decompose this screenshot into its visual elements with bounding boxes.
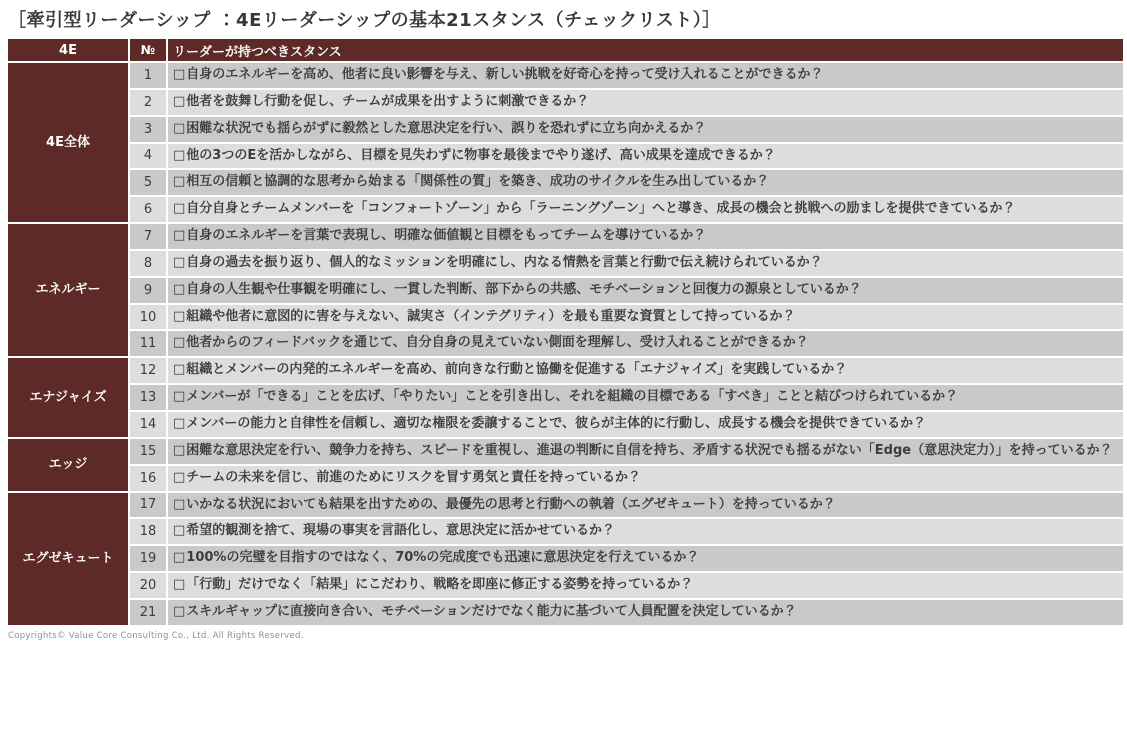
row-number: 12 [130,358,166,383]
checkbox-icon: □ [173,577,186,593]
row-number: 17 [130,493,166,518]
stance-cell [168,170,1123,195]
table-row [8,439,1123,464]
row-number: 21 [130,600,166,625]
table-row [8,519,1123,544]
stance-text: 他の3つのEを活かしながら、目標を見失わずに物事を最後までやり遂げ、高い成果を達成できるか？ [186,147,776,163]
stance-text: 組織や他者に意図的に害を与えない、誠実さ（インテグリティ）を最も重要な資質として持っているか？ [186,308,796,324]
stance-cell [168,197,1123,222]
stance-text: メンバーの能力と自律性を信頼し、適切な権限を委譲することで、彼らが主体的に行動し、成長する機会を提供できているか？ [186,415,927,431]
table-row [8,385,1123,410]
table-row [8,63,1123,88]
table-row [8,466,1123,491]
table-row [8,251,1123,276]
row-number: 20 [130,573,166,598]
column-header-no: № [130,39,166,61]
row-number: 18 [130,519,166,544]
stance-text: 組織とメンバーの内発的エネルギーを高め、前向きな行動と協働を促進する「エナジャイズ」を実践しているか？ [186,362,848,378]
stance-text: スキルギャップに直接向き合い、モチベーションだけでなく能力に基づいて人員配置を決定しているか？ [186,603,797,619]
checkbox-icon: □ [173,67,186,82]
checkbox-icon: □ [173,469,186,485]
checkbox-icon: □ [173,308,186,324]
stance-cell [168,278,1123,303]
row-number: 9 [130,278,166,303]
stance-text: チームの未来を信じ、前進のためにリスクを冒す勇気と責任を持っているか？ [186,469,642,485]
checkbox-icon: □ [173,442,186,458]
stance-text: 「行動」だけでなく「結果」にこだわり、戦略を即座に修正する姿勢を持っているか？ [186,577,694,593]
row-number: 11 [130,331,166,356]
stance-cell [168,90,1123,115]
checkbox-icon: □ [173,550,186,566]
checkbox-icon: □ [173,335,186,351]
checkbox-icon: □ [173,496,186,512]
row-number: 8 [130,251,166,276]
stance-cell [168,412,1123,437]
table-row [8,144,1123,169]
row-number: 6 [130,197,166,222]
stance-cell [168,117,1123,142]
stance-cell [168,519,1123,544]
stance-text: 他者を鼓舞し行動を促し、チームが成果を出すように刺激できるか？ [186,93,590,109]
row-number: 16 [130,466,166,491]
stance-text: 自身のエネルギーを高め、他者に良い影響を与え、新しい挑戦を好奇心を持って受け入れることができるか？ [186,67,824,82]
stance-text: メンバーが「できる」ことを広げ、「やりたい」ことを引き出し、それを組織の目標である「すべき」ことと結びつけられているか？ [186,389,959,405]
checkbox-icon: □ [173,120,186,136]
stance-cell [168,385,1123,410]
table-row [8,90,1123,115]
stance-cell [168,546,1123,571]
category-cell-4e-zentai: 4E全体 [8,63,128,222]
stance-cell [168,439,1123,464]
stance-text: 希望的観測を捨て、現場の事実を言語化し、意思決定に活かせているか？ [186,523,616,539]
stance-text: 困難な意思決定を行い、競争力を持ち、スピードを重視し、進退の判断に自信を持ち、矛盾する状況でも揺るがない「Edge（意思決定力）」を持っているか？ [186,442,1113,458]
stance-cell [168,573,1123,598]
row-number: 2 [130,90,166,115]
checkbox-icon: □ [173,389,186,405]
stance-text: 自身の人生観や仕事観を明確にし、一貫した判断、部下からの共感、モチベーションと回復力の源泉としているか？ [186,281,862,297]
row-number: 7 [130,224,166,249]
table-row [8,117,1123,142]
stance-text: 100%の完璧を目指すのではなく、70%の完成度でも迅速に意思決定を行えているか？ [186,550,700,566]
table-row [8,197,1123,222]
table-row [8,331,1123,356]
checkbox-icon: □ [173,228,186,244]
column-header-stance: リーダーが持つべきスタンス [168,39,1123,61]
table-row [8,358,1123,383]
checkbox-icon: □ [173,281,186,297]
stance-text: 困難な状況でも揺らがずに毅然とした意思決定を行い、誤りを恐れずに立ち向かえるか？ [186,120,707,136]
stance-cell [168,466,1123,491]
checkbox-icon: □ [173,174,186,190]
stance-text: 自分自身とチームメンバーを「コンフォートゾーン」から「ラーニングゾーン」へと導き、成長の機会と挑戦への励ましを提供できているか？ [186,201,1016,217]
stance-cell [168,493,1123,518]
checkbox-icon: □ [173,415,186,431]
category-cell-edge: エッジ [8,439,128,491]
row-number: 19 [130,546,166,571]
table-row [8,224,1123,249]
table-row [8,546,1123,571]
checkbox-icon: □ [173,523,186,539]
checkbox-icon: □ [173,147,186,163]
table-row [8,278,1123,303]
row-number: 4 [130,144,166,169]
category-cell-energize: エナジャイズ [8,358,128,437]
row-number: 13 [130,385,166,410]
stance-cell [168,224,1123,249]
stance-cell [168,63,1123,88]
checkbox-icon: □ [173,201,186,217]
column-header-4e: 4E [8,39,128,61]
row-number: 15 [130,439,166,464]
checkbox-icon: □ [173,93,186,109]
checkbox-icon: □ [173,362,186,378]
row-number: 1 [130,63,166,88]
row-number: 14 [130,412,166,437]
row-number: 5 [130,170,166,195]
table-row [8,305,1123,330]
checkbox-icon: □ [173,603,186,619]
category-cell-execute: エグゼキュート [8,493,128,625]
stance-cell [168,251,1123,276]
stance-text: いかなる状況においても結果を出すための、最優先の思考と行動への執着（エグゼキュート）を持っているか？ [186,496,836,512]
category-cell-energy: エネルギー [8,224,128,356]
checkbox-icon: □ [173,254,186,270]
stance-text: 自身のエネルギーを言葉で表現し、明確な価値観と目標をもってチームを導けているか？ [186,228,707,244]
page-title: ［牽引型リーダーシップ ：4Eリーダーシップの基本21スタンス（チェックリスト）］ [8,10,721,31]
table-row [8,600,1123,625]
stance-cell [168,144,1123,169]
stance-text: 自身の過去を振り返り、個人的なミッションを明確にし、内なる情熱を言葉と行動で伝え続けられているか？ [186,254,823,270]
copyright-text: Copyrights© Value Core Consulting Co., Ltd. All Rights Reserved. [8,630,304,641]
table-row [8,493,1123,518]
stance-cell [168,305,1123,330]
table-row [8,573,1123,598]
stance-text: 他者からのフィードバックを通じて、自分自身の見えていない側面を理解し、受け入れることができるか？ [186,335,809,351]
row-number: 10 [130,305,166,330]
row-number: 3 [130,117,166,142]
stance-cell [168,358,1123,383]
stance-cell [168,600,1123,625]
header-row [8,39,1123,61]
stance-text: 相互の信頼と協調的な思考から始まる「関係性の質」を築き、成功のサイクルを生み出しているか？ [186,174,770,190]
table-row [8,412,1123,437]
checklist-table [6,37,1125,627]
stance-cell [168,331,1123,356]
table-row [8,170,1123,195]
